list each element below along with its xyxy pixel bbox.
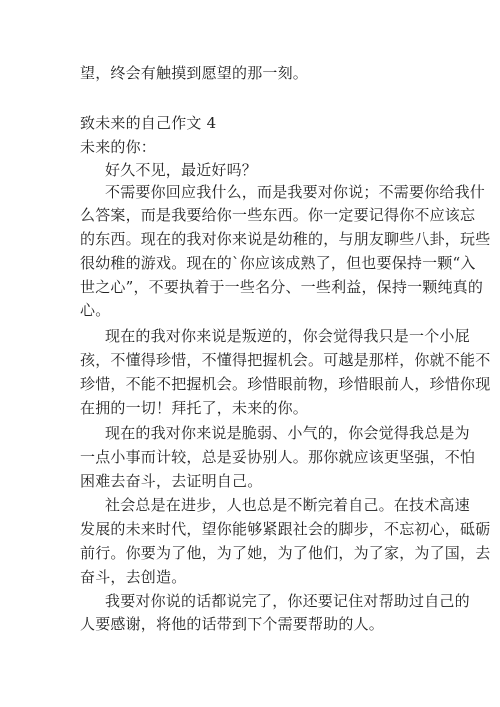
text-line: 人要感谢，将他的话带到下个需要帮助的人。 <box>80 615 385 633</box>
text-line: 心。 <box>80 301 111 319</box>
text-line: 现在的我对你来说是叛逆的，你会觉得我只是一个小屁 <box>105 327 470 345</box>
text-line: 发展的未来时代，望你能够紧跟社会的脚步，不忘初心，砥砺 <box>80 520 491 538</box>
text-line: 的东西。现在的我对你来说是幼稚的，与朋友聊些八卦，玩些 <box>80 230 491 248</box>
text-line: 困难去奋斗，去证明自己。 <box>80 472 263 490</box>
text-line: 孩，不懂得珍惜，不懂得把握机会。可越是那样，你就不能不 <box>80 351 491 369</box>
text-line: 世之心”，不要执着于一些名分、一些利益，保持一颗纯真的 <box>80 278 484 296</box>
text-line: 珍惜，不能不把握机会。珍惜眼前物，珍惜眼前人，珍惜你现 <box>80 375 491 393</box>
text-line: 前行。你要为了他，为了她，为了他们，为了家，为了国，去 <box>80 544 491 562</box>
essay-title: 致未来的自己作文 4 <box>80 114 217 132</box>
text-line: 望，终会有触摸到愿望的那一刻。 <box>80 64 309 82</box>
text-line: 么答案，而是我要给你一些东西。你一定要记得你不应该忘 <box>80 206 476 224</box>
text-line: 不需要你回应我什么，而是我要对你说；不需要你给我什 <box>105 183 486 201</box>
text-line: 我要对你说的话都说完了，你还要记住对帮助过自己的 <box>105 592 470 610</box>
text-line: 在拥的一切！拜托了，未来的你。 <box>80 399 309 417</box>
salutation: 未来的你： <box>80 138 157 156</box>
text-line: 现在的我对你来说是脆弱、小气的，你会觉得我总是为 <box>105 424 470 442</box>
greeting-line: 好久不见，最近好吗？ <box>105 161 258 179</box>
text-line: 很幼稚的游戏。现在的`你应该成熟了，但也要保持一颗“入 <box>80 254 476 272</box>
text-line: 奋斗，去创造。 <box>80 568 187 586</box>
text-line: 一点小事而计较，总是妥协别人。那你就应该更坚强，不怕 <box>80 448 476 466</box>
text-line: 社会总是在进步，人也总是不断完着自己。在技术高速 <box>105 496 470 514</box>
